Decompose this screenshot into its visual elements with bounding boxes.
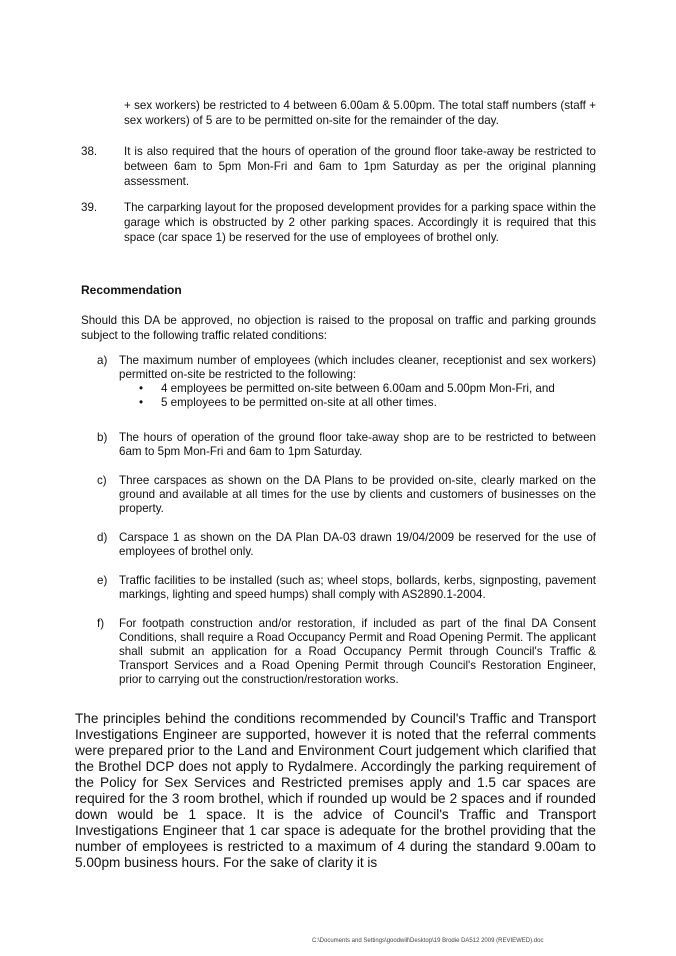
recommendation-heading: Recommendation <box>81 283 182 297</box>
condition-text: The maximum number of employees (which includes cleaner, receptionist and sex workers) permitted on-site be restricted to the following: <box>119 354 596 381</box>
condition-text: For footpath construction and/or restoration, if included as part of the final DA Consent Conditions, shall require a Road Occupancy Permit and Road Opening Permit. The applicant shall submit an application for a Road Occupancy Permit through Council's Traffic & Transport Services and a Road Opening Permit through Council's Restoration Engineer, prior to carrying out the construction/restoration works. <box>119 617 596 686</box>
bullet-icon: • <box>139 396 144 409</box>
condition-text: Three carspaces as shown on the DA Plans to be provided on-site, clearly marked on the ground and available at all times for the use by clients and customers of businesses on the property. <box>119 474 596 515</box>
condition-label: e) <box>97 574 108 587</box>
bullet-list <box>119 382 596 410</box>
continued-paragraph: + sex workers) be restricted to 4 between 6.00am & 5.00pm. The total staff numbers (staff + sex workers) of 5 are to be permitted on-site for the remainder of the day. <box>124 99 596 127</box>
item-text: The carparking layout for the proposed development provides for a parking space within the garage which is obstructed by 2 other parking spaces. Accordingly it is required that this space (car space 1) be reserved for the use of employees of brothel only. <box>124 201 596 244</box>
condition-text: Carspace 1 as shown on the DA Plan DA-03 drawn 19/04/2009 be reserved for the use of employees of brothel only. <box>119 531 596 558</box>
condition-label: d) <box>97 531 108 544</box>
condition-label: b) <box>97 431 108 444</box>
condition-label: f) <box>97 617 105 630</box>
item-number: 39. <box>81 201 98 214</box>
footer-file-path: C:\Documents and Settings\goodwill\Desktop\19 Brodie DA512 2009 (REVIEWED).doc <box>312 938 544 944</box>
bullet-item: • 5 employees to be permitted on-site at all other times. <box>139 396 437 409</box>
body-paragraph: The principles behind the conditions recommended by Council's Traffic and Transport Investigations Engineer are supported, however it is noted that the referral comments were prepared prior to the Land and Environment Court judgement which clarified that the Brothel DCP does not apply to Rydalmere. Accordingly the parking requirement of the Policy for Sex Services and Restricted premises apply and 1.5 car spaces are required for the 3 room brothel, which if rounded up would be 2 spaces and if rounded down would be 1 space. It is the advice of Council's Traffic and Transport Investigations Engineer that 1 car space is adequate for the brothel providing that the number of employees is restricted to a maximum of 4 during the standard 9.00am to 5.00pm business hours. For the sake of clarity it is <box>75 711 596 870</box>
condition-text: The hours of operation of the ground floor take-away shop are to be restricted to between 6am to 5pm Mon-Fri and 6am to 1pm Saturday. <box>119 431 596 458</box>
condition-label: a) <box>97 354 108 367</box>
bullet-item: • 4 employees be permitted on-site between 6.00am and 5.00pm Mon-Fri, and <box>139 382 555 395</box>
condition-label: c) <box>97 474 107 487</box>
recommendation-intro: Should this DA be approved, no objection is raised to the proposal on traffic and parking grounds subject to the following traffic related conditions: <box>81 314 596 342</box>
item-text: It is also required that the hours of operation of the ground floor take-away be restricted to between 6am to 5pm Mon-Fri and 6am to 1pm Saturday as per the original planning assessment. <box>124 145 596 188</box>
bullet-icon: • <box>139 382 144 395</box>
condition-text: Traffic facilities to be installed (such as; wheel stops, bollards, kerbs, signposting, pavement markings, lighting and speed humps) shall comply with AS2890.1-2004. <box>119 574 596 601</box>
item-number: 38. <box>81 145 98 158</box>
